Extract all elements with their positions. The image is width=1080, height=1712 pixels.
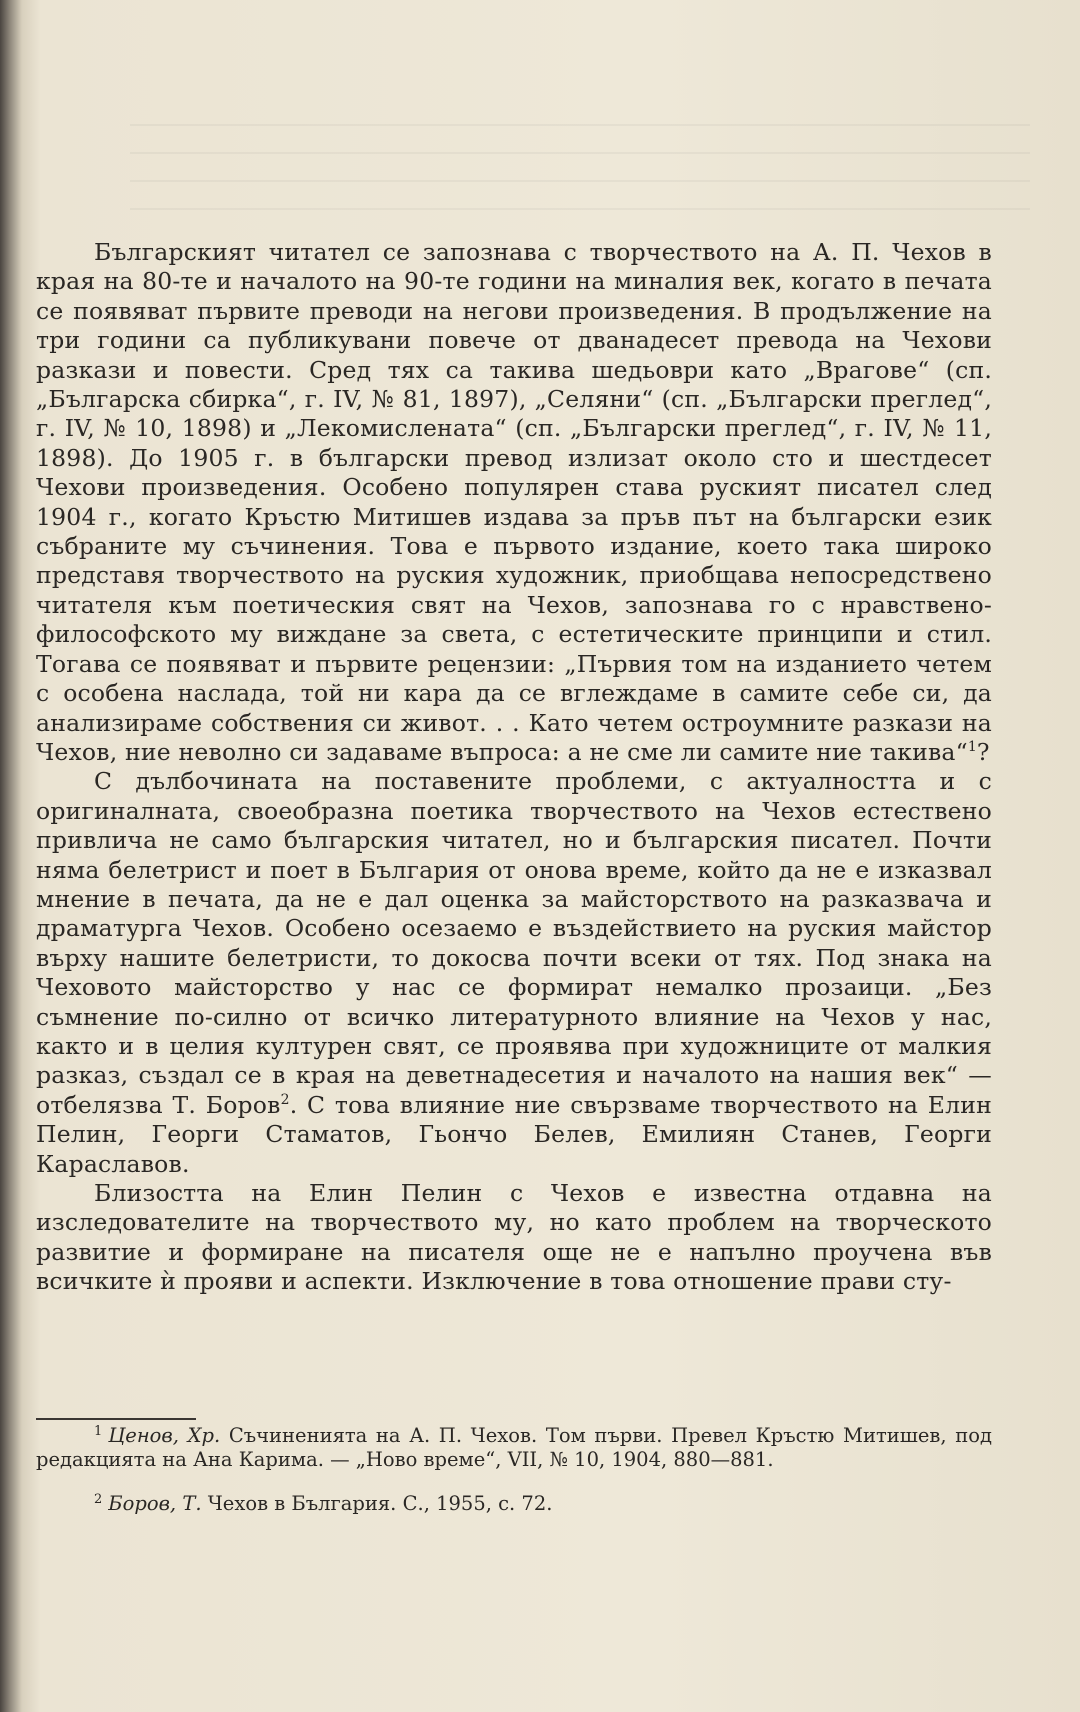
paragraph-2-tail: . С това влияние ние свързваме творчеството на Елин Пелин, Георги Стаматов, Гьончо Белев, Емилиян Станев, Георги Караславов. xyxy=(36,1090,992,1178)
paragraph-1-tail: ? xyxy=(976,737,990,766)
paragraph-2-text: С дълбочината на поставените проблеми, с актуалността и с оригиналната, своеобразна поетика творчеството на Чехов естествено привлича не само българския читател, но и българския писател. Почти няма белетрист и поет в България от онова време, който да не е изказвал мнение в печата, да не е дал оценка за майсторството на разказвача и драматурга Чехов. Особено осезаемо е въздействието на руския майстор върху нашите белетристи, то докосва почти всеки от тях. Под знака на Чеховото майсторство у нас се формират немалко прозаици. „Без съмнение по-силно от всичко литературното влияние на Чехов у нас, както и в целия културен свят, се проявява при художниците от малкия разказ, създал се в края на деветнадесетия и началото на нашия век“ — отбелязва Т. Боров xyxy=(36,767,992,1119)
paragraph-1-text: Българският читател се запознава с творчеството на А. П. Чехов в края на 80-те и началото на 90-те години на миналия век, когато в печата се появяват първите преводи на негови произведения. В продължение на три години са публикувани повече от дванадесет превода на Чехови разкази и повести. Сред тях са такива шедьоври като „Врагове“ (сп. „Българска сбирка“, г. IV, № 81, 1897), „Селяни“ (сп. „Български преглед“, г. IV, № 10, 1898) и „Лекомислената“ (сп. „Български преглед“, г. IV, № 11, 1898). До 1905 г. в български превод излизат около сто и шестдесет Чехови произведения. Особено популярен става руският писател след 1904 г., когато Кръстю Митишев издава за пръв път на български език събраните му съчинения. Това е първото издание, което така широко представя творчеството на руския художник, приобщава непосредствено читателя към поетическия свят на Чехов, запознава го с нравствено-философското му виждане за света, с естетическите принципи и стил. Тогава се появяват и първите рецензии: „Първия том на изданието четем с особена наслада, той ни кара да се вглеждаме в самите себе си, да анализираме собствения си живот. . . Като четем остроумните разкази на Чехов, ние неволно си задаваме въпроса: а не сме ли самите ние такива“ xyxy=(36,238,992,766)
main-text xyxy=(36,238,992,1297)
footnote-1 xyxy=(36,1424,992,1472)
footnote-1-author: Ценов, Хр. xyxy=(108,1424,221,1447)
paragraph-3-text: Близостта на Елин Пелин с Чехов е известна отдавна на изследователите на творчеството му, но като проблем на творческото развитие и формиране на писателя още не е напълно проучена във всичките ѝ прояви и аспекти. Изключение в това отношение прави сту- xyxy=(36,1179,992,1296)
show-through-texture xyxy=(130,100,1030,210)
footnote-2-mark: 2 xyxy=(94,1491,103,1507)
footnote-1-text: Съчиненията на А. П. Чехов. Том първи. Превел Кръстю Митишев, под редакцията на Ана Карима. — „Ново време“, VII, № 10, 1904, 880—881. xyxy=(36,1424,992,1471)
footnote-2-text: Чехов в България. С., 1955, с. 72. xyxy=(201,1492,553,1515)
footnote-2 xyxy=(36,1492,992,1516)
paragraph-2 xyxy=(36,767,992,1179)
footnote-ref-2: 2 xyxy=(280,1091,290,1108)
footnote-2-author: Боров, Т. xyxy=(108,1492,202,1515)
footnotes xyxy=(36,1418,992,1536)
footnote-rule xyxy=(36,1418,196,1420)
footnote-ref-1: 1 xyxy=(967,739,977,756)
footnote-1-mark: 1 xyxy=(94,1423,103,1439)
paragraph-1 xyxy=(36,238,992,767)
paragraph-3 xyxy=(36,1179,992,1297)
